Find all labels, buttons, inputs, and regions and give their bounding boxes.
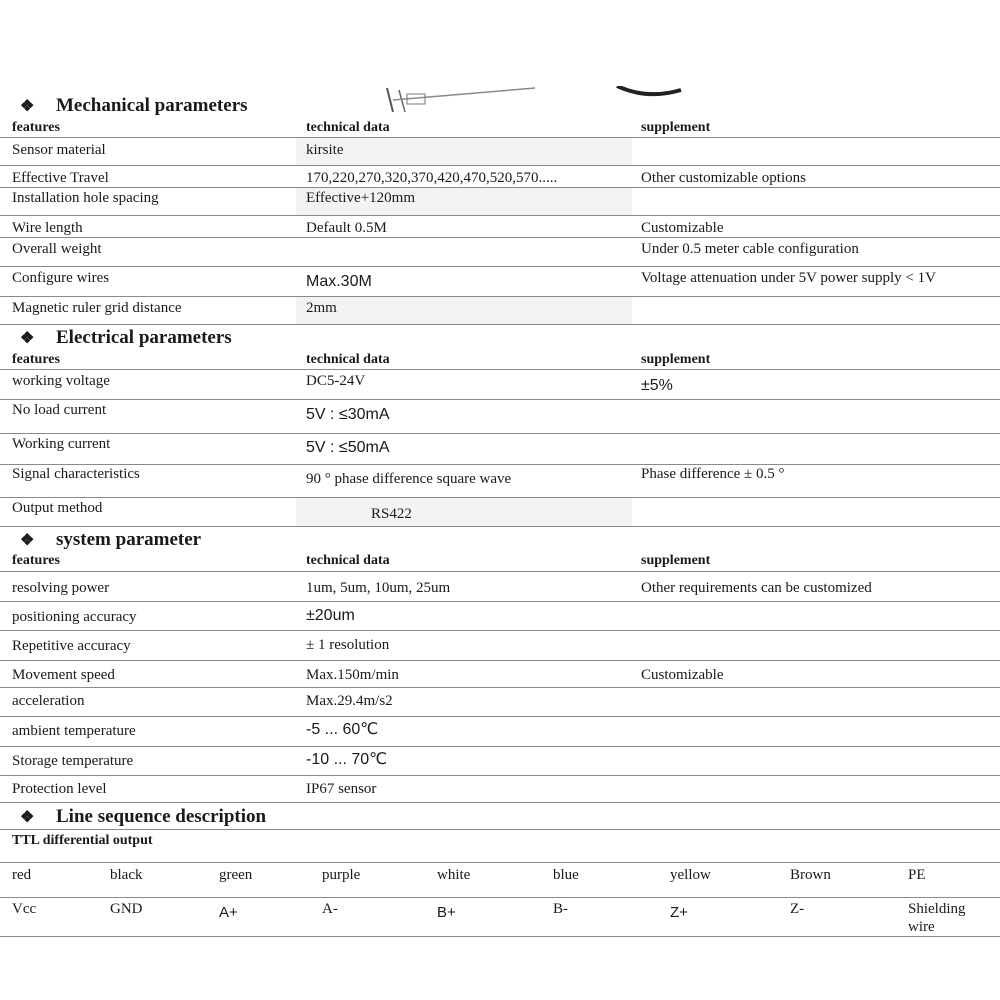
section-title-system xyxy=(20,526,201,554)
table-row xyxy=(0,661,1000,688)
technical-data-cell: 1um, 5um, 10um, 25um xyxy=(306,580,451,596)
wire-color-cell: green xyxy=(219,867,253,883)
section-title-label: Mechanical parameters xyxy=(56,95,248,116)
header-technical-data: technical data xyxy=(306,553,390,568)
technical-data-cell: RS422 xyxy=(371,506,412,522)
table-row xyxy=(0,776,1000,803)
table-row xyxy=(0,434,1000,465)
technical-data-cell: kirsite xyxy=(306,142,344,158)
wire-signal-cell: Shielding wire xyxy=(908,901,966,935)
feature-cell: Protection level xyxy=(12,781,107,797)
cell-shading xyxy=(296,138,632,165)
wire-color-cell: blue xyxy=(553,867,579,883)
header-features: features xyxy=(12,553,60,568)
supplement-cell: Voltage attenuation under 5V power supply < 1V xyxy=(641,270,936,286)
feature-cell: Working current xyxy=(12,436,111,452)
wire-color-row xyxy=(0,862,1000,898)
table-row xyxy=(0,465,1000,498)
table-row xyxy=(0,297,1000,325)
supplement-cell: Under 0.5 meter cable configuration xyxy=(641,241,859,257)
feature-cell: Repetitive accuracy xyxy=(12,638,131,654)
wire-color-cell: yellow xyxy=(670,867,711,883)
wire-signal-cell: B+ xyxy=(437,904,456,921)
supplement-cell: Phase difference ± 0.5 ° xyxy=(641,466,785,482)
technical-data-cell: 90 ° phase difference square wave xyxy=(306,471,512,487)
technical-data-cell: 5V : ≤50mA xyxy=(306,439,390,456)
feature-cell: Output method xyxy=(12,500,103,516)
supplement-cell: Customizable xyxy=(641,220,724,236)
table-row xyxy=(0,370,1000,400)
technical-data-cell: ± 1 resolution xyxy=(306,637,390,653)
wire-color-cell: red xyxy=(12,867,32,883)
diamond-bullet-icon: ❖ xyxy=(20,532,35,549)
feature-cell: Installation hole spacing xyxy=(12,190,159,206)
line-sequence-subtitle-row xyxy=(0,829,1000,863)
header-features: features xyxy=(12,120,60,135)
technical-data-cell: 5V : ≤30mA xyxy=(306,406,390,423)
header-supplement: supplement xyxy=(641,553,711,568)
technical-data-cell: -5 ... 60℃ xyxy=(306,721,379,738)
section-title-line-sequence xyxy=(20,803,266,831)
table-header xyxy=(0,119,1000,138)
supplement-cell: ±5% xyxy=(641,377,673,394)
wire-signal-cell: Z+ xyxy=(670,904,688,921)
table-row xyxy=(0,400,1000,434)
header-technical-data: technical data xyxy=(306,352,390,367)
wire-color-cell: purple xyxy=(322,867,361,883)
feature-cell: acceleration xyxy=(12,693,85,709)
wire-color-cell: black xyxy=(110,867,143,883)
header-supplement: supplement xyxy=(641,120,711,135)
feature-cell: Effective Travel xyxy=(12,170,109,186)
supplement-cell: Customizable xyxy=(641,667,724,683)
feature-cell: working voltage xyxy=(12,373,110,389)
technical-data-cell: Max.30M xyxy=(306,273,372,290)
table-row xyxy=(0,238,1000,267)
wire-signal-cell: A- xyxy=(322,901,338,917)
feature-cell: Configure wires xyxy=(12,270,110,286)
cell-shading xyxy=(296,297,632,324)
feature-cell: Movement speed xyxy=(12,667,115,683)
technical-data-cell: Default 0.5M xyxy=(306,220,387,236)
table-row xyxy=(0,267,1000,297)
technical-data-cell: DC5-24V xyxy=(306,373,366,389)
technical-data-cell: -10 ... 70℃ xyxy=(306,751,388,768)
technical-data-cell: Max.29.4m/s2 xyxy=(306,693,393,709)
wire-signal-cell: Vcc xyxy=(12,901,37,917)
technical-data-cell: ±20um xyxy=(306,607,355,624)
table-row xyxy=(0,717,1000,747)
feature-cell: Wire length xyxy=(12,220,83,236)
section-title-label: system parameter xyxy=(56,529,202,550)
cell-shading xyxy=(296,498,632,526)
wire-signal-cell: GND xyxy=(110,901,143,917)
wire-signal-row xyxy=(0,897,1000,937)
table-row xyxy=(0,688,1000,717)
product-photo-fragment xyxy=(385,86,685,112)
table-row xyxy=(0,498,1000,527)
technical-data-cell: 170,220,270,320,370,420,470,520,570..... xyxy=(306,170,558,186)
wire-signal-cell: B- xyxy=(553,901,568,917)
feature-cell: Signal characteristics xyxy=(12,466,140,482)
table-row xyxy=(0,138,1000,166)
technical-data-cell: 2mm xyxy=(306,300,337,316)
table-row xyxy=(0,631,1000,661)
table-row xyxy=(0,188,1000,216)
supplement-cell: Other requirements can be customized xyxy=(641,580,872,596)
feature-cell: Overall weight xyxy=(12,241,102,257)
feature-cell: Magnetic ruler grid distance xyxy=(12,300,182,316)
line-sequence-subtitle: TTL differential output xyxy=(12,833,153,848)
wire-signal-cell: A+ xyxy=(219,904,238,921)
table-row xyxy=(0,572,1000,602)
table-row xyxy=(0,747,1000,776)
table-row xyxy=(0,166,1000,188)
feature-cell: No load current xyxy=(12,402,107,418)
table-header xyxy=(0,351,1000,370)
supplement-cell: Other customizable options xyxy=(641,170,806,186)
section-title-label: Line sequence description xyxy=(56,806,267,827)
wire-signal-cell: Z- xyxy=(790,901,805,917)
diamond-bullet-icon: ❖ xyxy=(20,98,35,115)
diamond-bullet-icon: ❖ xyxy=(20,809,35,826)
feature-cell: Storage temperature xyxy=(12,753,134,769)
wire-color-cell: PE xyxy=(908,867,926,883)
table-row xyxy=(0,602,1000,631)
feature-cell: positioning accuracy xyxy=(12,609,137,625)
wire-color-cell: Brown xyxy=(790,867,831,883)
diamond-bullet-icon: ❖ xyxy=(20,330,35,347)
header-features: features xyxy=(12,352,60,367)
technical-data-cell: IP67 sensor xyxy=(306,781,377,797)
section-title-electrical xyxy=(20,324,232,352)
section-title-label: Electrical parameters xyxy=(56,327,232,348)
technical-data-cell: Effective+120mm xyxy=(306,190,415,206)
section-title-mechanical xyxy=(20,92,248,120)
technical-data-cell: Max.150m/min xyxy=(306,667,399,683)
header-technical-data: technical data xyxy=(306,120,390,135)
table-row xyxy=(0,216,1000,238)
feature-cell: resolving power xyxy=(12,580,110,596)
wire-color-cell: white xyxy=(437,867,471,883)
feature-cell: Sensor material xyxy=(12,142,106,158)
table-header xyxy=(0,552,1000,572)
feature-cell: ambient temperature xyxy=(12,723,136,739)
header-supplement: supplement xyxy=(641,352,711,367)
